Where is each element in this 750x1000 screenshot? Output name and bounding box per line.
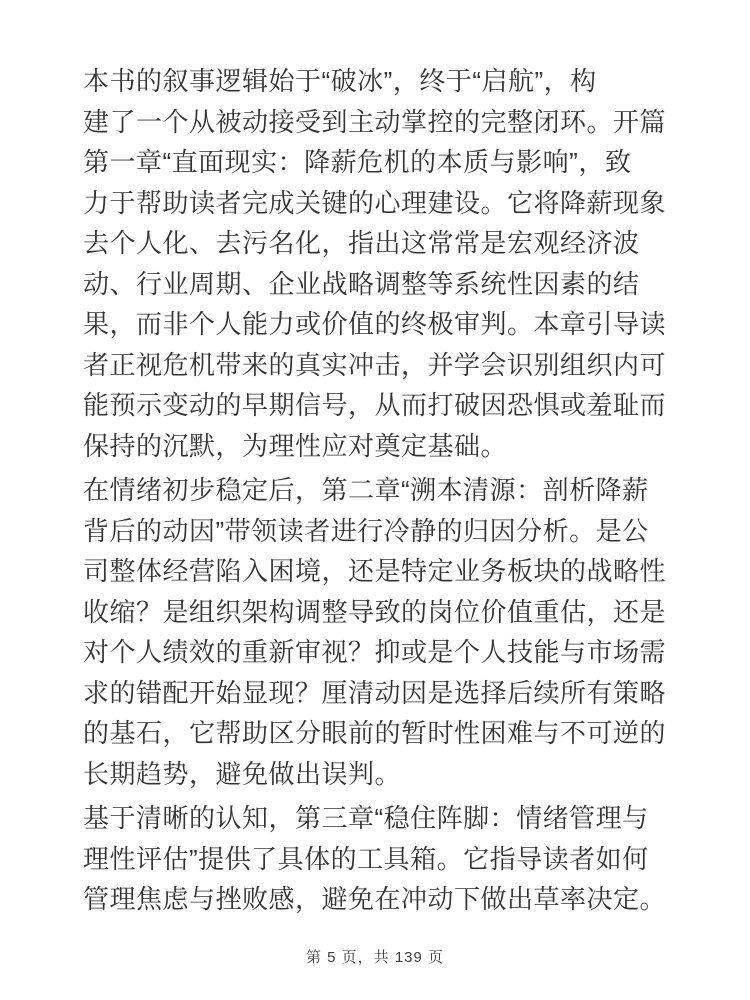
text-line: 能预示变动的早期信号，从而打破因恐惧或羞耻而 <box>83 390 667 420</box>
text-line: 对个人绩效的重新审视？抑或是个人技能与市场需 <box>83 637 667 667</box>
text-line: 长期趋势，避免做出误判。 <box>83 758 402 789</box>
paragraph <box>83 798 683 920</box>
text-line: 者正视危机带来的真实冲击，并学会识别组织内可 <box>83 349 667 380</box>
text-line: 基于清晰的认知，第三章“稳住阵脚：情绪管理与 <box>83 803 649 833</box>
text-line: 在情绪初步稳定后，第二章“溯本清源：剖析降薪 <box>83 475 649 505</box>
text-line: 建了一个从被动接受到主动掌控的完整闭环。开篇 <box>83 106 667 137</box>
text-line: 收缩？是组织架构调整导致的岗位价值重估，还是 <box>83 596 667 627</box>
text-line: 保持的沉默，为理性应对奠定基础。 <box>83 430 508 461</box>
page-number-label: 第 5 页，共 139 页 <box>305 949 445 966</box>
paragraph <box>83 61 683 466</box>
text-line: 的基石，它帮助区分眼前的暂时性困难与不可逆的 <box>83 718 667 748</box>
text-line: 本书的叙事逻辑始于“破冰”，终于“启航”，构 <box>83 66 597 96</box>
text-line: 第一章“直面现实：降薪危机的本质与影响”，致 <box>83 147 632 177</box>
page-footer <box>0 947 750 969</box>
text-line: 背后的动因”带领读者进行冷静的归因分析。是公 <box>83 515 649 546</box>
text-line: 去个人化、去污名化，指出这常常是宏观经济波 <box>83 228 640 258</box>
text-line: 果，而非个人能力或价值的终极审判。本章引导读 <box>83 309 667 339</box>
text-line: 理性评估”提供了具体的工具箱。它指导读者如何 <box>83 843 649 874</box>
text-line: 力于帮助读者完成关键的心理建设。它将降薪现象 <box>83 187 667 218</box>
text-line: 管理焦虑与挫败感，避免在冲动下做出草率决定。 <box>83 884 667 914</box>
paragraph <box>83 470 683 794</box>
text-line: 司整体经营陷入困境，还是特定业务板块的战略性 <box>83 556 667 586</box>
document-body <box>83 61 683 924</box>
text-line: 求的错配开始显现？厘清动因是选择后续所有策略 <box>83 677 667 708</box>
text-line: 动、行业周期、企业战略调整等系统性因素的结 <box>83 268 640 299</box>
